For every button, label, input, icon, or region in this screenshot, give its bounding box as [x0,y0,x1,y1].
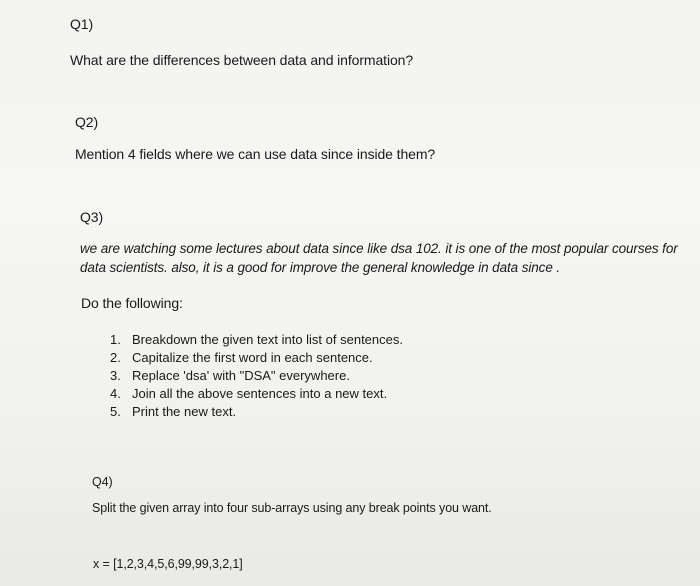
q1-label: Q1) [70,16,94,32]
q2-question: Mention 4 fields where we can use data since inside them? [75,146,436,162]
list-item: 5. Print the new text. [110,404,237,419]
q3-paragraph: we are watching some lectures about data since like dsa 102. it is one of the most popular courses for data scientists. also, it is a good for improve the general knowledge in data since . [80,241,678,275]
step-text: Replace 'dsa' with "DSA" everywhere. [132,368,350,383]
list-item: 4. Join all the above sentences into a new text. [110,386,388,401]
step-text: Capitalize the first word in each sentence. [132,350,373,365]
q2-label: Q2) [75,114,99,130]
q1-question: What are the differences between data and information? [70,52,414,68]
q3-steps-list [110,331,403,421]
q4-array: x = [1,2,3,4,5,6,99,99,3,2,1] [93,557,243,571]
q3-instruction: Do the following: [81,295,183,311]
list-item: 1. Breakdown the given text into list of sentences. [110,332,403,347]
list-item: 2. Capitalize the first word in each sentence. [110,350,373,365]
q4-question: Split the given array into four sub-arrays using any break points you want. [92,501,492,515]
q3-label: Q3) [80,209,104,225]
list-item: 3. Replace 'dsa' with "DSA" everywhere. [110,368,350,383]
step-text: Join all the above sentences into a new text. [132,386,388,401]
step-text: Breakdown the given text into list of sentences. [132,332,403,347]
step-text: Print the new text. [132,404,237,419]
q4-label: Q4) [92,475,113,489]
